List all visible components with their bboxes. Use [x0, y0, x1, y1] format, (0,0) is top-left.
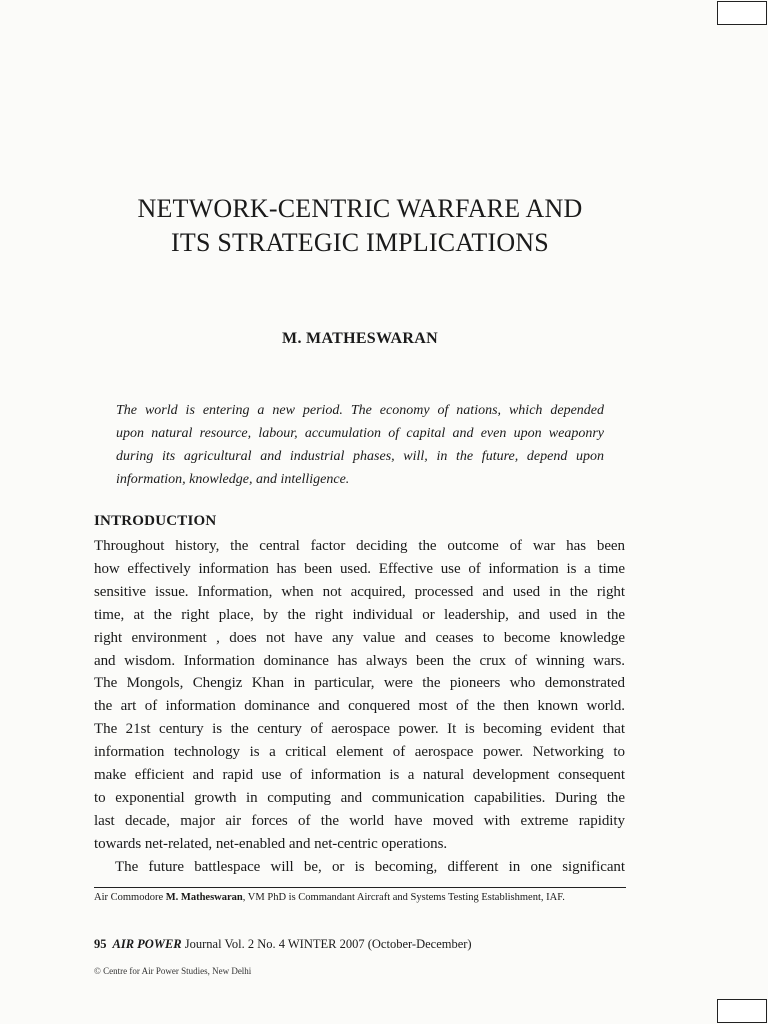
- body-line: information technology is a critical element of aerospace power. Networking to: [94, 744, 625, 761]
- article-title: [60, 192, 660, 260]
- copyright-notice: © Centre for Air Power Studies, New Delhi: [94, 966, 252, 976]
- epigraph-line: information, knowledge, and intelligence.: [116, 472, 350, 487]
- body-line: last decade, major air forces of the world have moved with extreme rapidity: [94, 812, 625, 829]
- body-line: to exponential growth in computing and communication capabilities. During the: [94, 789, 625, 806]
- body-line: towards net-related, net-enabled and net-centric operations.: [94, 835, 448, 852]
- epigraph-line: The world is entering a new period. The economy of nations, which depended: [116, 403, 604, 418]
- body-line: The 21st century is the century of aerospace power. It is becoming evident that: [94, 721, 625, 738]
- author-footnote: [94, 891, 565, 905]
- corner-box-bottom: [717, 999, 767, 1023]
- body-line: and wisdom. Information dominance has always been the crux of winning wars.: [94, 652, 625, 669]
- body-line: sensitive issue. Information, when not acquired, processed and used in the right: [94, 583, 625, 600]
- epigraph-line: during its agricultural and industrial phases, will, in the future, depend upon: [116, 449, 604, 464]
- page-number: 95: [94, 937, 107, 951]
- body-line: The future battlespace will be, or is becoming, different in one significant: [115, 858, 625, 875]
- journal-citation: [94, 937, 472, 952]
- body-line: time, at the right place, by the right individual or leadership, and used in the: [94, 606, 625, 623]
- epigraph: [116, 399, 604, 491]
- epigraph-line: upon natural resource, labour, accumulation of capital and even upon weaponry: [116, 426, 604, 441]
- footnote-prefix: Air Commodore: [94, 892, 166, 903]
- footnote-divider: [94, 887, 626, 888]
- journal-issue: Journal Vol. 2 No. 4 WINTER 2007 (October-December): [181, 937, 472, 951]
- title-line-1: NETWORK-CENTRIC WARFARE AND: [137, 194, 583, 223]
- footnote-suffix: , VM PhD is Commandant Aircraft and Systems Testing Establishment, IAF.: [242, 892, 565, 903]
- body-line: Throughout history, the central factor deciding the outcome of war has been: [94, 538, 625, 554]
- title-line-2: ITS STRATEGIC IMPLICATIONS: [171, 228, 549, 257]
- section-heading: INTRODUCTION: [94, 513, 217, 529]
- body-line: the art of information dominance and conquered most of the then known world.: [94, 698, 625, 715]
- footnote-author: M. Matheswaran: [165, 892, 243, 903]
- body-text: [94, 535, 625, 879]
- author-name: M. MATHESWARAN: [282, 330, 438, 347]
- body-line: how effectively information has been used. Effective use of information is a time: [94, 560, 625, 577]
- body-line: The Mongols, Chengiz Khan in particular, were the pioneers who demonstrated: [94, 675, 625, 692]
- corner-box-top: [717, 1, 767, 25]
- body-line: make efficient and rapid use of information is a natural development consequent: [94, 767, 625, 784]
- body-line: right environment , does not have any value and ceases to become knowledge: [94, 629, 625, 646]
- journal-name: AIR POWER: [112, 937, 182, 951]
